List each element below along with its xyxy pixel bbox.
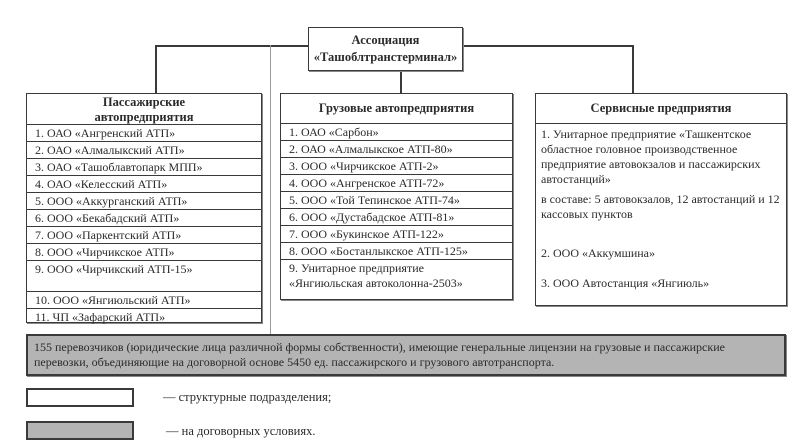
passenger-item: 5. ООО «Аккурганский АТП» — [27, 193, 261, 210]
passenger-item: 2. ОАО «Алмалыкский АТП» — [27, 142, 261, 159]
connector-left-vertical — [155, 45, 157, 93]
cargo-item9-line2: «Янгиюльская автоколонна-2503» — [289, 276, 463, 290]
association-name: «Ташоблтранстерминал» — [313, 50, 458, 64]
passenger-item: 1. ОАО «Ангренский АТП» — [27, 125, 261, 142]
cargo-item — [281, 260, 512, 296]
cargo-item: 8. ООО «Бостанлыкское АТП-125» — [281, 243, 512, 260]
passenger-title-line1: Пассажирские — [102, 95, 186, 109]
passenger-item: 3. ОАО «Ташоблавтопарк МПП» — [27, 159, 261, 176]
cargo-item: 6. ООО «Дустабадское АТП-81» — [281, 209, 512, 226]
legend-structural-swatch — [26, 388, 134, 407]
service-item-1: 1. Унитарное предприятие «Ташкентское областное головное производственное предприятие автовокзалов и пассажирских автостанций» — [541, 127, 761, 186]
association-box — [308, 27, 463, 71]
legend-contractual-label: — на договорных условиях. — [166, 424, 316, 438]
contract-carriers-box — [26, 334, 786, 376]
passenger-item: 6. ООО «Бекабадский АТП» — [27, 210, 261, 227]
service-item-3: 3. ООО Автостанция «Янгиюль» — [541, 276, 710, 290]
passenger-item: 10. ООО «Янгиюльский АТП» — [27, 292, 261, 309]
service-item-2: 2. ООО «Аккумшина» — [541, 246, 655, 260]
service-header: Сервисные предприятия — [536, 94, 786, 124]
cargo-item: 2. ОАО «Алмалыкское АТП-80» — [281, 141, 512, 158]
cargo-list — [281, 124, 512, 296]
service-enterprises-box — [535, 93, 787, 306]
cargo-item: 1. ОАО «Сарбон» — [281, 124, 512, 141]
passenger-item: 11. ЧП «Зафарский АТП» — [35, 310, 166, 324]
cargo-item: 7. ООО «Букинское АТП-122» — [281, 226, 512, 243]
service-item-1-note: в составе: 5 автовокзалов, 12 автостанций и 12 кассовых пунктов — [541, 192, 780, 221]
passenger-item: 9. ООО «Чирчикский АТП-15» — [27, 261, 261, 292]
connector-right-vertical — [632, 45, 634, 93]
connector-left-horizontal — [155, 45, 308, 47]
cargo-item: 4. ООО «Ангренское АТП-72» — [281, 175, 512, 192]
passenger-enterprises-box — [26, 93, 262, 323]
cargo-enterprises-box — [280, 93, 513, 300]
legend-structural-label: — структурные подразделения; — [163, 390, 332, 404]
association-title: Ассоциация — [351, 33, 420, 47]
connector-center-vertical — [400, 71, 402, 93]
passenger-item: 4. ОАО «Келесский АТП» — [27, 176, 261, 193]
passenger-title-line2: автопредприятия — [94, 110, 194, 124]
cargo-item9-line1: 9. Унитарное предприятие — [289, 261, 424, 275]
passenger-item: 8. ООО «Чирчикское АТП» — [27, 244, 261, 261]
cargo-item: 5. ООО «Той Тепинское АТП-74» — [281, 192, 512, 209]
connector-contract-vertical — [270, 45, 271, 335]
contract-carriers-text: 155 перевозчиков (юридические лица различной формы собственности), имеющие генеральные лицензии на грузовые и пассажирские перевозки, объединяющие на договорной основе 5450 ед. пассажирского и грузового автотранспорта. — [34, 340, 725, 369]
passenger-list — [27, 125, 261, 326]
passenger-item: 7. ООО «Паркентский АТП» — [27, 227, 261, 244]
legend-contractual-swatch — [26, 421, 134, 440]
cargo-header: Грузовые автопредприятия — [281, 94, 512, 124]
cargo-item: 3. ООО «Чирчикское АТП-2» — [281, 158, 512, 175]
connector-right-horizontal — [463, 45, 633, 47]
passenger-header — [27, 94, 261, 125]
